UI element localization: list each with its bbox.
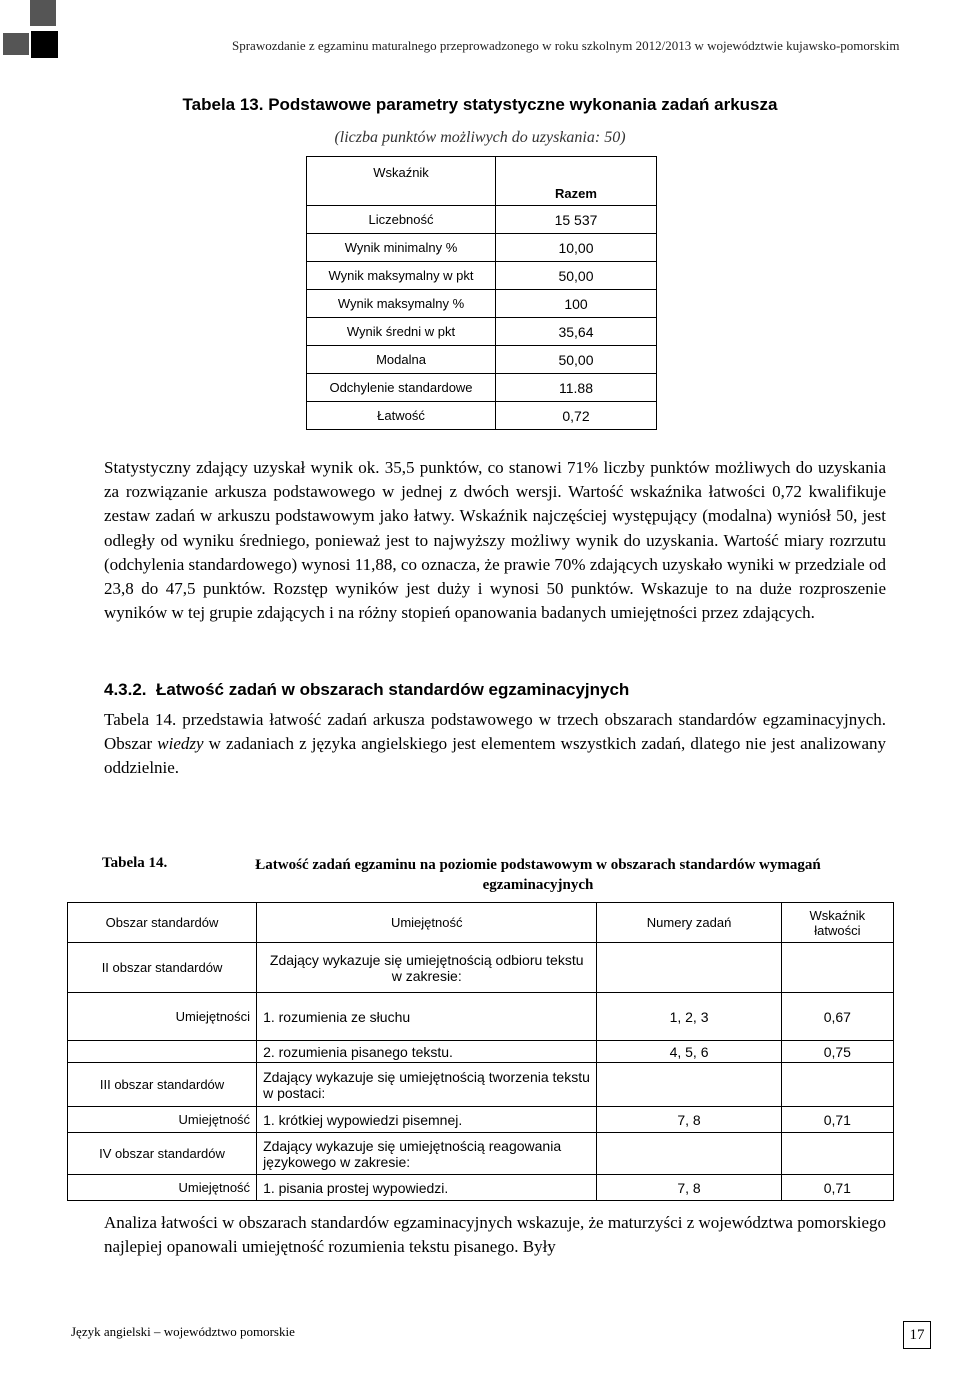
header-skill: Umiejętność [257, 903, 597, 943]
row-label: Modalna [307, 346, 496, 374]
paragraph-analysis [104, 1211, 886, 1259]
row-label: Wynik maksymalny w pkt [307, 262, 496, 290]
row-value: 50,00 [496, 346, 657, 374]
skills-label: Umiejętność [68, 1175, 257, 1201]
paragraph-statistics [104, 456, 886, 625]
table-row [307, 402, 657, 430]
header-tasks: Numery zadań [597, 903, 781, 943]
row-label: Wynik maksymalny % [307, 290, 496, 318]
row-value: 100 [496, 290, 657, 318]
table13-head-label: Wskaźnik [307, 157, 496, 206]
ease-index: 0,71 [781, 1175, 893, 1201]
area-intro: Zdający wykazuje się umiejętnością tworzenia tekstu w postaci: [257, 1063, 597, 1107]
paragraph-text: Analiza łatwości w obszarach standardów egzaminacyjnych wskazuje, że maturzyści z województwa pomorskiego najlepiej opanowali umiejętność rozumienia tekstu pisanego. Były [104, 1213, 886, 1257]
row-value: 11.88 [496, 374, 657, 402]
footer-text: Język angielski – województwo pomorskie [71, 1324, 295, 1339]
table14-label: Tabela 14. [102, 855, 168, 871]
task-numbers: 7, 8 [597, 1107, 781, 1133]
ease-index: 0,75 [781, 1041, 893, 1063]
row-value: 15 537 [496, 206, 657, 234]
table14-caption [218, 855, 858, 895]
header-index: Wskaźnik łatwości [781, 903, 893, 943]
table-row [307, 374, 657, 402]
page-number: 17 [903, 1321, 931, 1349]
table-row [307, 262, 657, 290]
table13 [306, 156, 657, 430]
table13-head-value: Razem [496, 157, 657, 206]
header-area: Obszar standardów [68, 903, 257, 943]
skill: 1. rozumienia ze słuchu [257, 993, 597, 1041]
area-name: IV obszar standardów [68, 1133, 257, 1175]
ease-index: 0,67 [781, 993, 893, 1041]
table-row [307, 234, 657, 262]
row-label: Liczebność [307, 206, 496, 234]
table-row [68, 1041, 894, 1063]
section-title: Łatwość zadań w obszarach standardów egzaminacyjnych [156, 680, 630, 699]
row-value: 35,64 [496, 318, 657, 346]
caption-line: egzaminacyjnych [482, 877, 594, 893]
row-label: Odchylenie standardowe [307, 374, 496, 402]
paragraph-text: Tabela 14. przedstawia łatwość zadań arkusza podstawowego w trzech obszarach standardów egzaminacyjnych. Obszar [104, 710, 886, 754]
skill: 1. pisania prostej wypowiedzi. [257, 1175, 597, 1201]
area-intro: Zdający wykazuje się umiejętnością odbioru tekstu w zakresie: [257, 943, 597, 993]
section-heading [104, 680, 629, 700]
table-row [307, 318, 657, 346]
paragraph-text: w zadaniach z języka angielskiego jest elementem wszystkich zadań, dlatego nie jest analizowany oddzielnie. [104, 734, 886, 778]
table-row [68, 1107, 894, 1133]
skills-label: Umiejętności [68, 993, 257, 1041]
row-value: 50,00 [496, 262, 657, 290]
ease-index: 0,71 [781, 1107, 893, 1133]
row-label: Wynik średni w pkt [307, 318, 496, 346]
table13-subcaption: (liczba punktów możliwych do uzyskania: 50) [334, 129, 626, 146]
row-value: 0,72 [496, 402, 657, 430]
task-numbers: 4, 5, 6 [597, 1041, 781, 1063]
table-row [68, 1175, 894, 1201]
table-row [68, 993, 894, 1041]
section-number: 4.3.2. [104, 680, 147, 699]
running-header: Sprawozdanie z egzaminu maturalnego przeprowadzonego w roku szkolnym 2012/2013 w województwie kujawsko-pomorskim [232, 38, 900, 53]
skills-label: Umiejętność [68, 1107, 257, 1133]
table14 [67, 902, 894, 1201]
table-row [307, 346, 657, 374]
row-label: Łatwość [307, 402, 496, 430]
paragraph-text: Statystyczny zdający uzyskał wynik ok. 35,5 punktów, co stanowi 71% liczby punktów możliwych do uzyskania za rozwiązanie arkusza podstawowego w jednej z dwóch wersji. Wartość wskaźnika łatwości 0,72 kwalifikuje zestaw zadań w arkuszu podstawowym jako łatwy. Wskaźnik najczęściej występujący (modalna) wyniósł 50, jest odległy od wyniku średniego, ponieważ jest to najwyższy możliwy wynik do uzyskania. Wartość miary rozrzutu (odchylenia standardowego) wynosi 11,88, co oznacza, że prawie 70% zdających uzyskało wyniki w przedziale od 23,8 do 47,5 punktów. Rozstęp wyników jest duży i wynosi 50 punktów. Wskazuje to na duże rozproszenie wyników w tej grupie zdających i na różny stopień opanowania badanych umiejętności przez zdających. [104, 458, 886, 623]
paragraph-intro-table14 [104, 708, 886, 781]
area-intro: Zdający wykazuje się umiejętnością reagowania językowego w zakresie: [257, 1133, 597, 1175]
area-name: II obszar standardów [68, 943, 257, 993]
table-row [307, 290, 657, 318]
row-label: Wynik minimalny % [307, 234, 496, 262]
task-numbers: 1, 2, 3 [597, 993, 781, 1041]
paragraph-italic: wiedzy [157, 734, 204, 754]
table-row [307, 206, 657, 234]
caption-line: Łatwość zadań egzaminu na poziomie podstawowym w obszarach standardów wymagań [255, 857, 821, 873]
task-numbers: 7, 8 [597, 1175, 781, 1201]
table13-caption: Tabela 13. Podstawowe parametry statystyczne wykonania zadań arkusza [182, 95, 778, 114]
skill: 2. rozumienia pisanego tekstu. [257, 1041, 597, 1063]
skill: 1. krótkiej wypowiedzi pisemnej. [257, 1107, 597, 1133]
area-name: III obszar standardów [68, 1063, 257, 1107]
row-value: 10,00 [496, 234, 657, 262]
